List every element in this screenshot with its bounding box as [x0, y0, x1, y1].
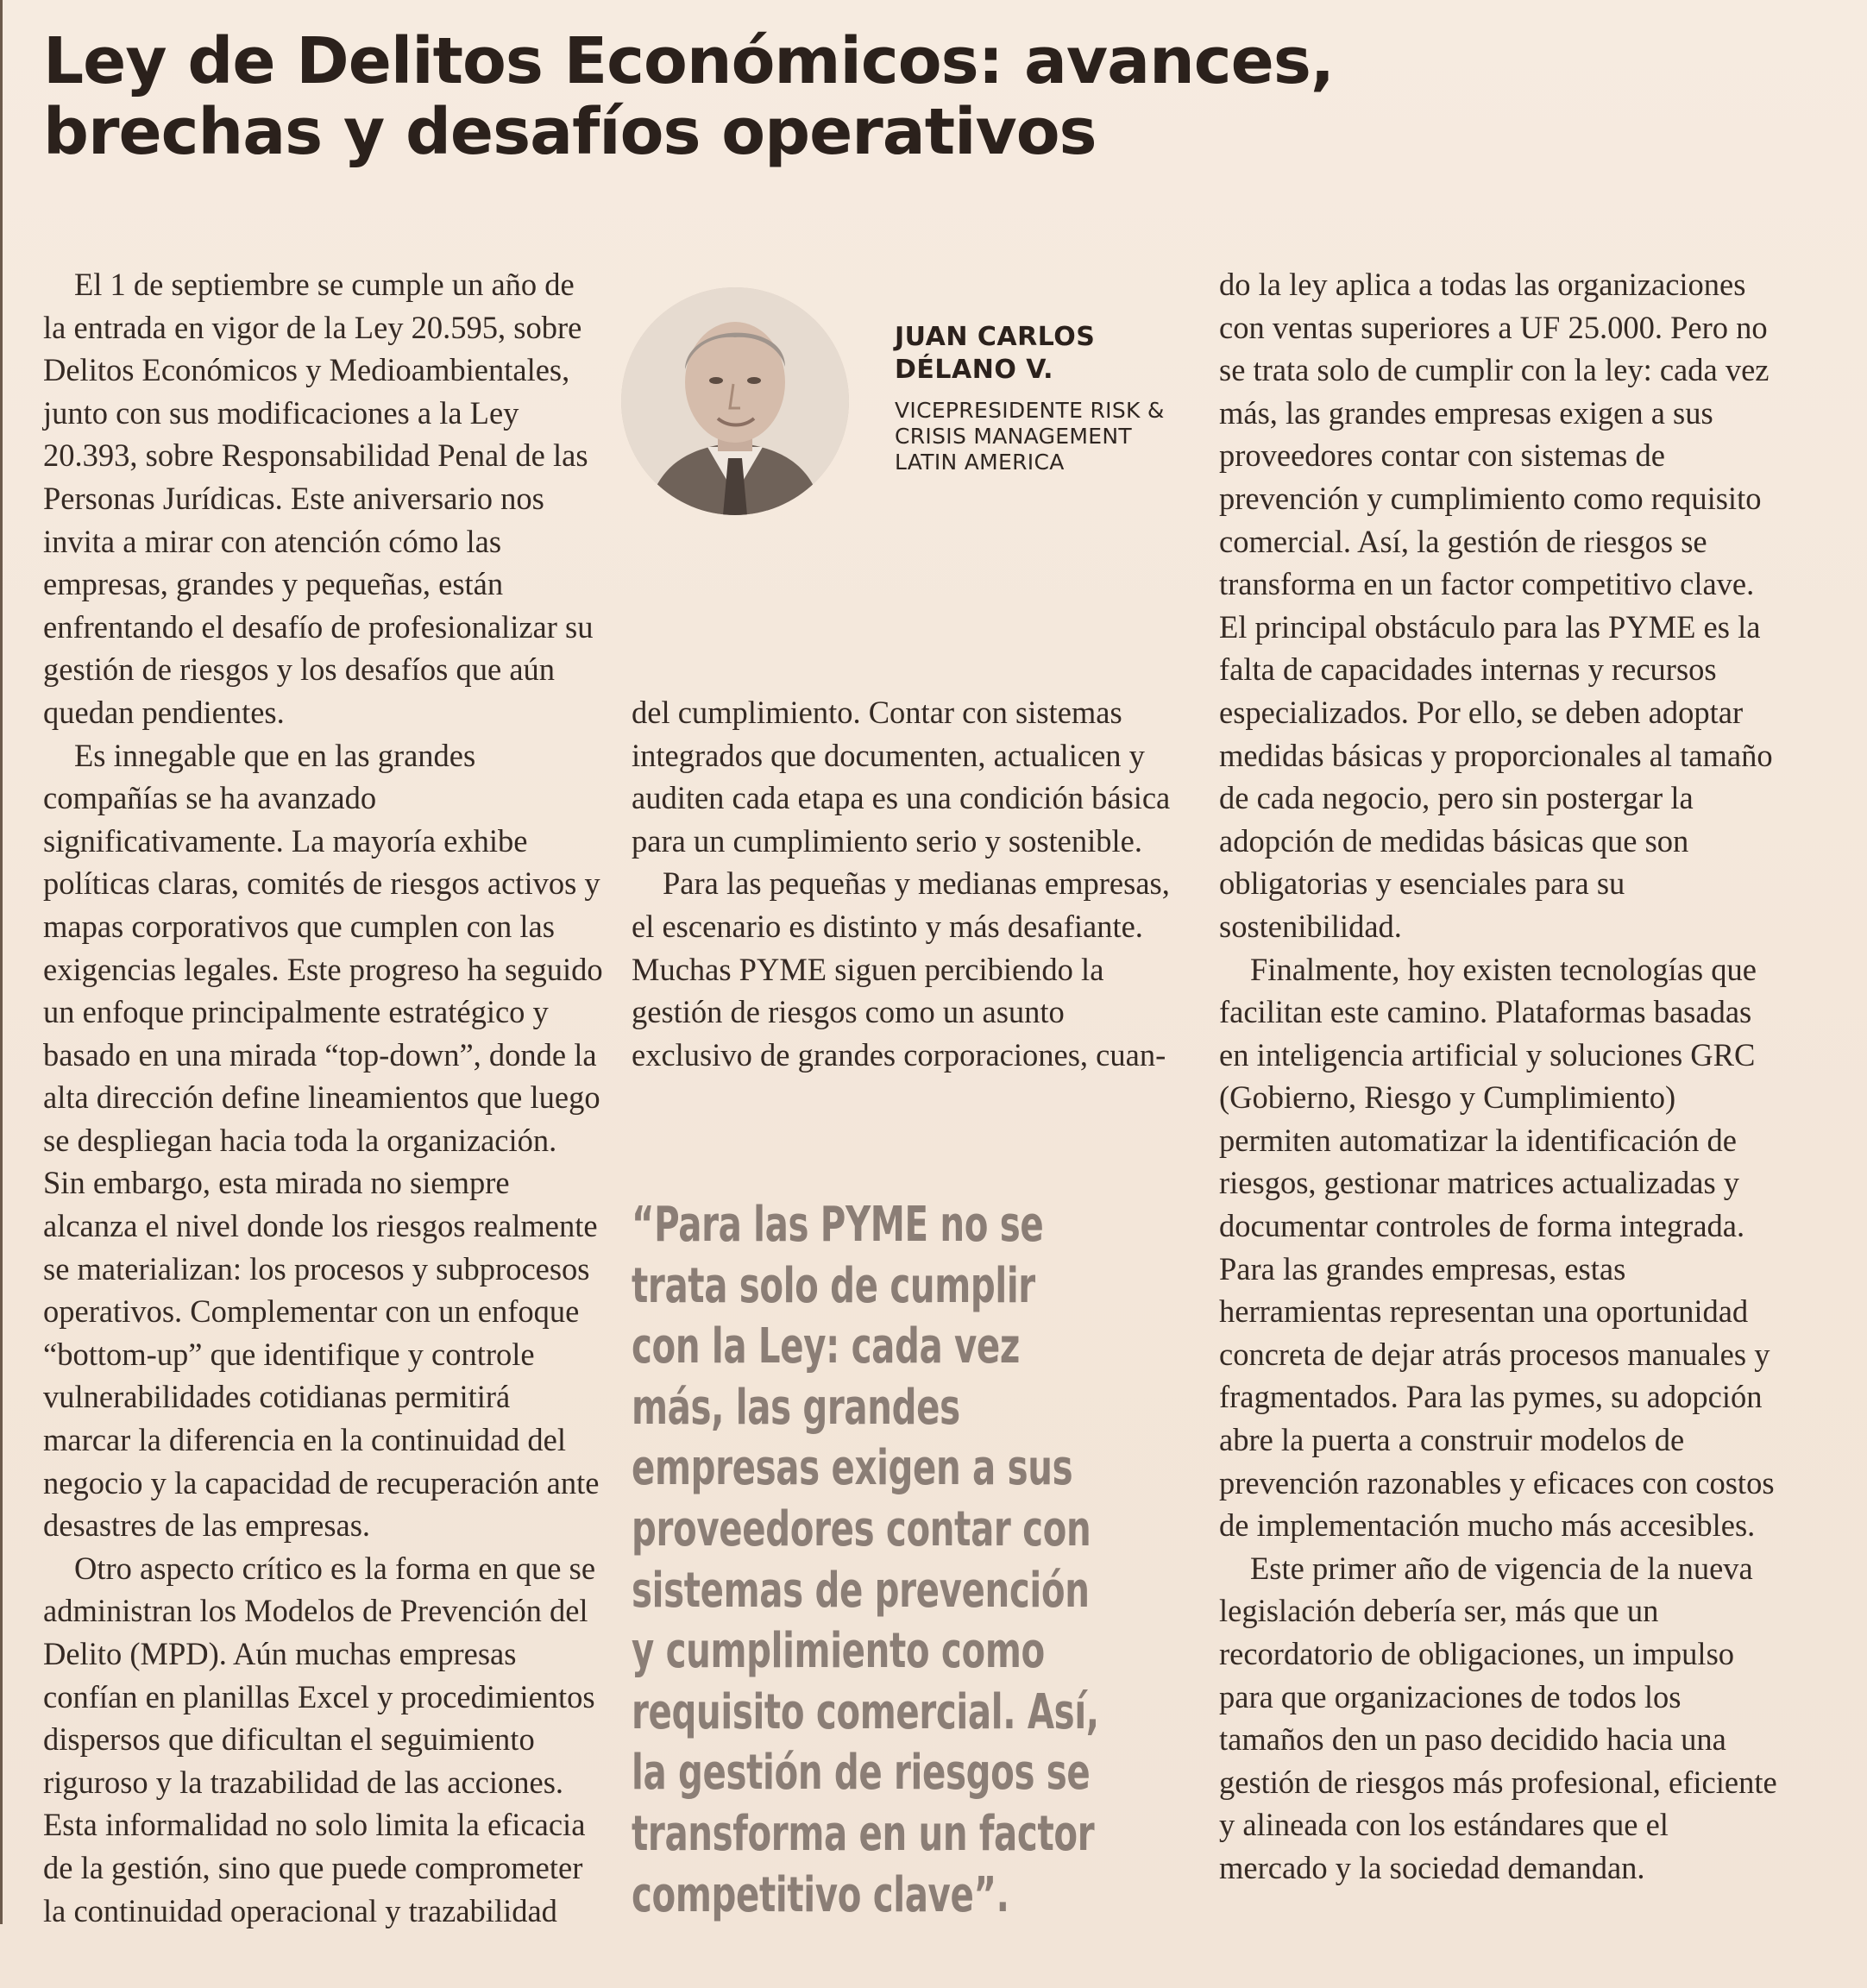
pull-quote-line: requisito comercial. Así, — [632, 1683, 1099, 1740]
column-1-paragraph-1: El 1 de septiembre se cumple un año de la entrada en vigor de la Ley 20.595, sobre Delitos Económicos y Medioambientales, junto con sus modificaciones a la Ley 20.393, sobre Responsabilidad Penal de las Personas Jurídicas. Este aniversario nos invita a mirar con atención cómo las empresas, grandes y pequeñas, están enfrentando el desafío de profesionalizar su gestión de riesgos y los desafíos que aún quedan pendientes. — [43, 267, 594, 730]
pull-quote-line: y cumplimiento como — [632, 1623, 1045, 1680]
pull-quote-line: competitivo clave”. — [632, 1866, 1009, 1923]
column-3-paragraph-3: Este primer año de vigencia de la nueva legislación debería ser, más que un recordatorio de obligaciones, un impulso para que organizaciones de todos los tamaños den un paso decidido hacia una gestión de riesgos más profesional, eficiente y alineada con los estándares que el mercado y la sociedad demandan. — [1219, 1550, 1777, 1885]
pull-quote-line: más, las grandes — [632, 1379, 960, 1436]
pull-quote-line: transforma en un factor — [632, 1805, 1095, 1862]
pull-quote-line: empresas exigen a sus — [632, 1440, 1073, 1497]
column-3-paragraph-2: Finalmente, hoy existen tecnologías que facilitan este camino. Plataformas basadas en inteligencia artificial y soluciones GRC (Gobierno, Riesgo y Cumplimiento) permiten automatizar la identificación de riesgos, gestionar matrices actualizadas y documentar controles de forma integrada. Para las grandes empresas, estas herramientas representan una oportunidad concreta de dejar atrás procesos manuales y fragmentados. Para las pymes, su adopción abre la puerta a construir modelos de prevención razonables y eficaces con costos de implementación mucho más accesibles. — [1219, 951, 1775, 1544]
article-column-2 — [632, 691, 1184, 1076]
left-margin-rule — [0, 0, 3, 1924]
author-role-line-3: LATIN AMERICA — [895, 450, 1065, 475]
column-2-paragraph-1: del cumplimiento. Contar con sistemas integrados que documenten, actualicen y auditen cada etapa es una condición básica para un cumplimiento serio y sostenible. — [632, 695, 1171, 859]
column-3-paragraph-1: do la ley aplica a todas las organizaciones con ventas superiores a UF 25.000. Pero no se trata solo de cumplir con la ley: cada vez más, las grandes empresas exigen a sus proveedores contar con sistemas de prevención y cumplimiento como requisito comercial. Así, la gestión de riesgos se transforma en un factor competitivo clave. El principal obstáculo para las PYME es la falta de capacidades internas y recursos especializados. Por ello, se deben adoptar medidas básicas y proporcionales al tamaño de cada negocio, pero sin postergar la adopción de medidas básicas que son obligatorias y esenciales para su sostenibilidad. — [1219, 267, 1773, 944]
author-portrait-photo — [621, 287, 849, 515]
column-2-paragraph-2: Para las pequeñas y medianas empresas, el escenario es distinto y más desafiante. Muchas PYME siguen percibiendo la gestión de riesgos como un asunto exclusivo de grandes corporaciones, cuan- — [632, 865, 1170, 1073]
author-name-line-2: DÉLANO V. — [895, 355, 1054, 385]
pull-quote-line: proveedores contar con — [632, 1500, 1091, 1557]
author-name-line-1: JUAN CARLOS — [895, 322, 1096, 352]
headline-line-2: brechas y desafíos operativos — [43, 95, 1097, 169]
author-role — [895, 398, 1165, 475]
pull-quote-line: “Para las PYME no se — [632, 1197, 1044, 1253]
author-role-line-1: VICEPRESIDENTE RISK & — [895, 398, 1165, 423]
author-name — [895, 321, 1095, 387]
pull-quote-line: sistemas de prevención — [632, 1562, 1090, 1619]
article-column-1 — [43, 263, 604, 1932]
pull-quote-line: con la Ley: cada vez — [632, 1318, 1021, 1375]
portrait-photo-icon — [621, 287, 849, 515]
article-headline — [43, 26, 1337, 167]
pull-quote-line: trata solo de cumplir — [632, 1257, 1035, 1314]
column-1-paragraph-3: Otro aspecto crítico es la forma en que se administran los Modelos de Prevención del Delito (MPD). Aún muchas empresas confían en planillas Excel y procedimientos dispersos que dificultan el seguimiento riguroso y la trazabilidad de las acciones. Esta informalidad no solo limita la eficacia de la gestión, sino que puede comprometer la continuidad operacional y trazabilidad — [43, 1550, 596, 1928]
article-column-3 — [1219, 263, 1784, 1890]
author-role-line-2: CRISIS MANAGEMENT — [895, 424, 1132, 449]
headline-line-1: Ley de Delitos Económicos: avances, — [43, 24, 1334, 98]
column-1-paragraph-2: Es innegable que en las grandes compañías se ha avanzado significativamente. La mayoría exhibe políticas claras, comités de riesgos activos y mapas corporativos que cumplen con las exigencias legales. Este progreso ha seguido un enfoque principalmente estratégico y basado en una mirada “top-down”, donde la alta dirección define lineamientos que luego se despliegan hacia toda la organización. Sin embargo, esta mirada no siempre alcanza el nivel donde los riesgos realmente se materializan: los procesos y subprocesos operativos. Complementar con un enfoque “bottom-up” que identifique y controle vulnerabilidades cotidianas permitirá marcar la diferencia en la continuidad del negocio y la capacidad de recuperación ante desastres de las empresas. — [43, 737, 603, 1544]
pull-quote — [632, 1195, 1191, 1926]
pull-quote-line: la gestión de riesgos se — [632, 1745, 1091, 1802]
